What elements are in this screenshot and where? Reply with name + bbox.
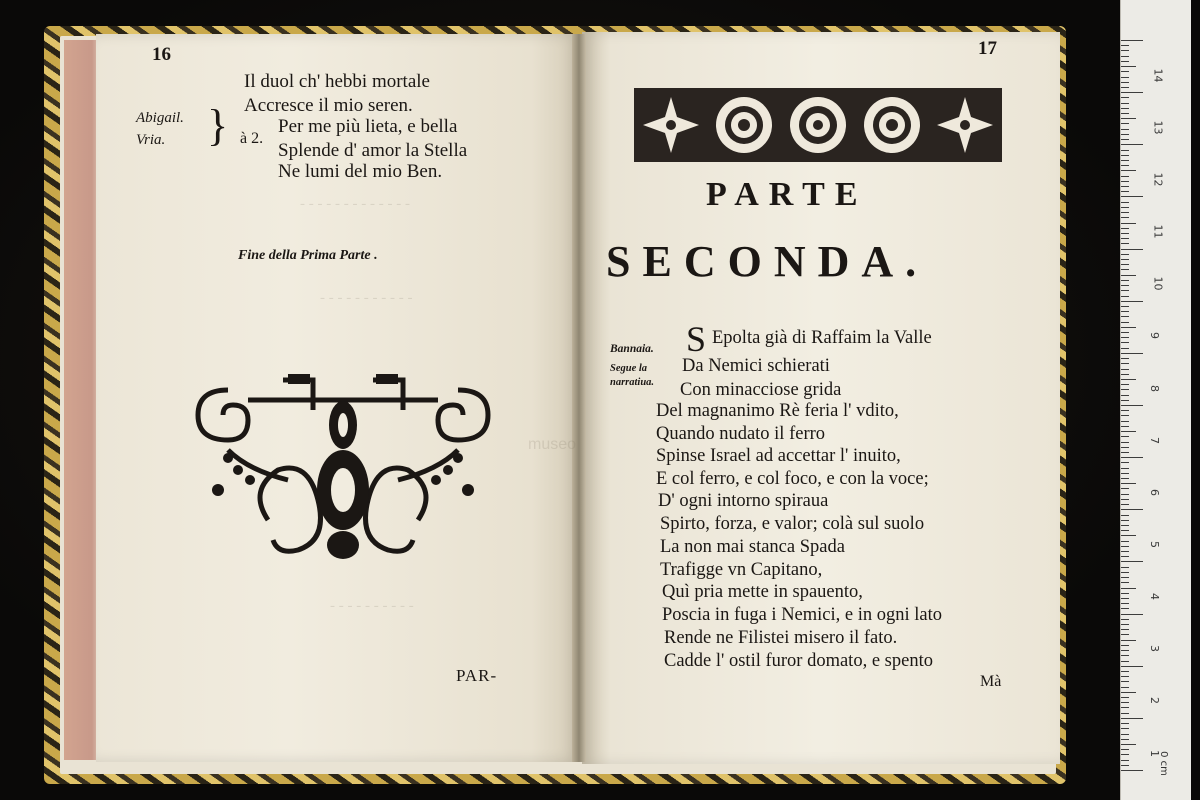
ruler-tick	[1121, 525, 1129, 526]
ruler-tick	[1121, 707, 1129, 708]
ruler-number: 9	[1148, 332, 1161, 340]
catchword-right: Mà	[980, 673, 1002, 690]
speaker-vria: Vria.	[136, 132, 166, 148]
ruler-tick	[1121, 629, 1129, 630]
ruler-tick	[1121, 118, 1136, 119]
ruler-tick	[1121, 744, 1136, 745]
ruler-number: 1	[1148, 749, 1161, 757]
ruler-tick	[1121, 676, 1129, 677]
ruler-tick	[1121, 488, 1129, 489]
ruler-tick	[1121, 280, 1129, 281]
verse-line: Da Nemici schierati	[682, 356, 830, 376]
ruler-tick	[1121, 614, 1143, 615]
ruler-number: 6	[1148, 488, 1161, 496]
ruler-tick	[1121, 718, 1143, 719]
duet-marker: à 2.	[240, 130, 264, 147]
ruler-tick	[1121, 655, 1129, 656]
ruler-tick	[1121, 77, 1129, 78]
ruler-tick	[1121, 431, 1136, 432]
part-title-line1: PARTE	[706, 176, 868, 213]
verse-line: La non mai stanca Spada	[660, 537, 845, 557]
ruler-tick	[1121, 499, 1129, 500]
catchword-left: PAR-	[456, 666, 498, 685]
ruler-tick	[1121, 50, 1129, 51]
ruler-number: 14	[1151, 68, 1165, 83]
ruler-tick	[1121, 734, 1129, 735]
ruler-tick	[1121, 327, 1136, 328]
ruler-number: 7	[1148, 436, 1161, 444]
ruler-tick	[1121, 535, 1136, 536]
ruler-tick	[1121, 290, 1129, 291]
ruler-tick	[1121, 353, 1143, 354]
ruler-unit: 0 cm	[1157, 751, 1169, 776]
ruler-tick	[1121, 108, 1129, 109]
speaker-abigail: Abigail.	[136, 110, 184, 126]
ruler-tick	[1121, 243, 1129, 244]
ruler-tick	[1121, 395, 1129, 396]
ruler-tick	[1121, 181, 1129, 182]
ruler-number: 13	[1151, 120, 1165, 135]
ruler-tick	[1121, 765, 1129, 766]
ruler-tick	[1121, 410, 1129, 411]
ruler-number: 10	[1151, 276, 1165, 291]
ruler-tick	[1121, 176, 1129, 177]
ruler-tick	[1121, 56, 1129, 57]
ruler-tick	[1121, 754, 1129, 755]
ruler-tick	[1121, 619, 1129, 620]
drop-cap: S	[686, 319, 707, 359]
ruler-tick	[1121, 749, 1129, 750]
ruler-tick	[1121, 123, 1129, 124]
ruler-tick	[1121, 520, 1129, 521]
ruler-tick	[1121, 504, 1129, 505]
ruler-tick	[1121, 546, 1129, 547]
ruler-number: 3	[1148, 645, 1161, 653]
book-gutter	[572, 34, 586, 762]
ruler-tick	[1121, 129, 1129, 130]
ruler-tick	[1121, 212, 1129, 213]
ruler-number: 12	[1151, 172, 1165, 187]
ruler-number: 11	[1151, 224, 1165, 239]
ruler-tick	[1121, 358, 1129, 359]
ruler-tick	[1121, 426, 1129, 427]
ruler-tick	[1121, 269, 1129, 270]
ruler-tick	[1121, 661, 1129, 662]
ruler-tick	[1121, 223, 1136, 224]
verse-line: Poscia in fuga i Nemici, e in ogni lato	[662, 605, 943, 625]
ruler-tick	[1121, 728, 1129, 729]
ruler-tick	[1121, 509, 1143, 510]
show-through-text: - - - - - - - - - - -	[320, 290, 413, 306]
verse-line: Quì pria mette in spauento,	[662, 582, 863, 602]
verse-line: E col ferro, e col foco, e con la voce;	[656, 469, 929, 489]
ruler-tick	[1121, 702, 1129, 703]
ruler-tick	[1121, 160, 1129, 161]
ruler-tick	[1121, 561, 1143, 562]
ruler-tick	[1121, 254, 1129, 255]
ruler-tick	[1121, 82, 1129, 83]
page-number-left: 16	[152, 44, 171, 65]
ruler-tick	[1121, 92, 1143, 93]
ruler-tick	[1121, 582, 1129, 583]
ruler-tick	[1121, 577, 1129, 578]
ruler-tick	[1121, 515, 1129, 516]
verse-line: Rende ne Filistei misero il fato.	[664, 628, 898, 648]
ruler-tick	[1121, 608, 1129, 609]
ruler-tick	[1121, 264, 1129, 265]
ruler-tick	[1121, 337, 1129, 338]
ruler-tick	[1121, 374, 1129, 375]
ruler-tick	[1121, 530, 1129, 531]
measurement-ruler	[1120, 0, 1191, 800]
ruler-tick	[1121, 155, 1129, 156]
ruler-tick	[1121, 342, 1129, 343]
verse-line: Ne lumi del mio Ben.	[278, 161, 443, 182]
part-title-line2: SECONDA.	[606, 237, 929, 286]
ruler-tick	[1121, 217, 1129, 218]
ruler-tick	[1121, 541, 1129, 542]
ruler-tick	[1121, 483, 1136, 484]
verse-line: Splende d' amor la Stella	[278, 140, 468, 161]
brace-symbol: }	[207, 101, 229, 150]
end-of-part-note: Fine della Prima Parte .	[238, 248, 378, 263]
verse-line: Per me più lieta, e bella	[278, 116, 458, 137]
ruler-tick	[1121, 296, 1129, 297]
ruler-tick	[1121, 442, 1129, 443]
ruler-tick	[1121, 40, 1143, 41]
ruler-tick	[1121, 249, 1143, 250]
verse-line: Spirto, forza, e valor; colà sul suolo	[660, 514, 925, 534]
ruler-tick	[1121, 259, 1129, 260]
ruler-tick	[1121, 415, 1129, 416]
ruler-tick	[1121, 66, 1136, 67]
ruler-tick	[1121, 572, 1129, 573]
ruler-tick	[1121, 436, 1129, 437]
verse-line: Quando nudato il ferro	[656, 424, 826, 444]
ruler-tick	[1121, 462, 1129, 463]
verse-line: Il duol ch' hebbi mortale	[244, 71, 430, 92]
page-number-right: 17	[978, 38, 997, 59]
ruler-tick	[1121, 457, 1143, 458]
ruler-tick	[1121, 624, 1129, 625]
verse-line: Cadde l' ostil furor domato, e spento	[664, 651, 933, 671]
ruler-tick	[1121, 202, 1129, 203]
ruler-tick	[1121, 692, 1136, 693]
ruler-tick	[1121, 666, 1143, 667]
ruler-tick	[1121, 311, 1129, 312]
ruler-tick	[1121, 473, 1129, 474]
ruler-tick	[1121, 233, 1129, 234]
ruler-tick	[1121, 384, 1129, 385]
ruler-tick	[1121, 588, 1136, 589]
verse-line: Accresce il mio seren.	[244, 95, 413, 116]
ruler-tick	[1121, 196, 1143, 197]
ruler-number: 5	[1148, 540, 1161, 548]
ruler-tick	[1121, 681, 1129, 682]
verse-line: Con minacciose grida	[680, 380, 842, 400]
ruler-tick	[1121, 97, 1129, 98]
ruler-tick	[1121, 45, 1129, 46]
ruler-tick	[1121, 405, 1143, 406]
ruler-tick	[1121, 306, 1129, 307]
ruler-tick	[1121, 87, 1129, 88]
ruler-tick	[1121, 640, 1136, 641]
ruler-tick	[1121, 363, 1129, 364]
ruler-tick	[1121, 139, 1129, 140]
ruler-tick	[1121, 723, 1129, 724]
ruler-tick	[1121, 468, 1129, 469]
ruler-tick	[1121, 551, 1129, 552]
ruler-tick	[1121, 687, 1129, 688]
ruler-tick	[1121, 301, 1143, 302]
ruler-tick	[1121, 61, 1129, 62]
ruler-tick	[1121, 760, 1129, 761]
ruler-tick	[1121, 165, 1129, 166]
ruler-tick	[1121, 150, 1129, 151]
ruler-tick	[1121, 478, 1129, 479]
ruler-number: 8	[1148, 384, 1161, 392]
ruler-tick	[1121, 598, 1129, 599]
ruler-tick	[1121, 650, 1129, 651]
ruler-tick	[1121, 452, 1129, 453]
ruler-tick	[1121, 322, 1129, 323]
ruler-tick	[1121, 134, 1129, 135]
ruler-tick	[1121, 369, 1129, 370]
stage-direction: narratiua.	[610, 377, 655, 388]
ruler-tick	[1121, 113, 1129, 114]
ruler-tick	[1121, 186, 1129, 187]
ruler-tick	[1121, 348, 1129, 349]
ruler-tick	[1121, 389, 1129, 390]
ruler-tick	[1121, 400, 1129, 401]
ruler-tick	[1121, 275, 1136, 276]
ruler-tick	[1121, 207, 1129, 208]
ruler-tick	[1121, 316, 1129, 317]
speaker-bannaia: Bannaia.	[610, 343, 654, 355]
ruler-tick	[1121, 144, 1143, 145]
ruler-tick	[1121, 634, 1129, 635]
ruler-tick	[1121, 603, 1129, 604]
verse-line: Epolta già di Raffaim la Valle	[712, 328, 932, 348]
ruler-tick	[1121, 494, 1129, 495]
ruler-tick	[1121, 556, 1129, 557]
ruler-tick	[1121, 421, 1129, 422]
ruler-tick	[1121, 593, 1129, 594]
ruler-tick	[1121, 447, 1129, 448]
ruler-tick	[1121, 332, 1129, 333]
ruler-tick	[1121, 285, 1129, 286]
ruler-number: 2	[1148, 697, 1161, 705]
show-through-text: - - - - - - - - - -	[330, 598, 414, 614]
show-through-text: - - - - - - - - - - - - -	[300, 196, 410, 212]
ruler-tick	[1121, 170, 1136, 171]
ruler-tick	[1121, 671, 1129, 672]
verse-line: Trafigge vn Capitano,	[660, 560, 823, 580]
verse-line: Spinse Israel ad accettar l' inuito,	[656, 446, 901, 466]
ruler-tick	[1121, 191, 1129, 192]
ruler-tick	[1121, 567, 1129, 568]
verse-line: Del magnanimo Rè feria l' vdito,	[656, 401, 899, 421]
ruler-tick	[1121, 713, 1129, 714]
stage-direction: Segue la	[610, 363, 648, 374]
verse-line: D' ogni intorno spiraua	[658, 491, 829, 511]
ruler-tick	[1121, 770, 1143, 771]
ruler-tick	[1121, 379, 1136, 380]
ruler-number: 4	[1148, 593, 1161, 601]
ruler-tick	[1121, 103, 1129, 104]
ruler-tick	[1121, 645, 1129, 646]
headpiece-ornament	[634, 88, 1002, 162]
watermark: museo	[528, 436, 577, 453]
tailpiece-ornament	[188, 370, 498, 570]
ruler-tick	[1121, 697, 1129, 698]
ruler-tick	[1121, 739, 1129, 740]
ruler-tick	[1121, 238, 1129, 239]
ruler-tick	[1121, 228, 1129, 229]
ruler-tick	[1121, 71, 1129, 72]
